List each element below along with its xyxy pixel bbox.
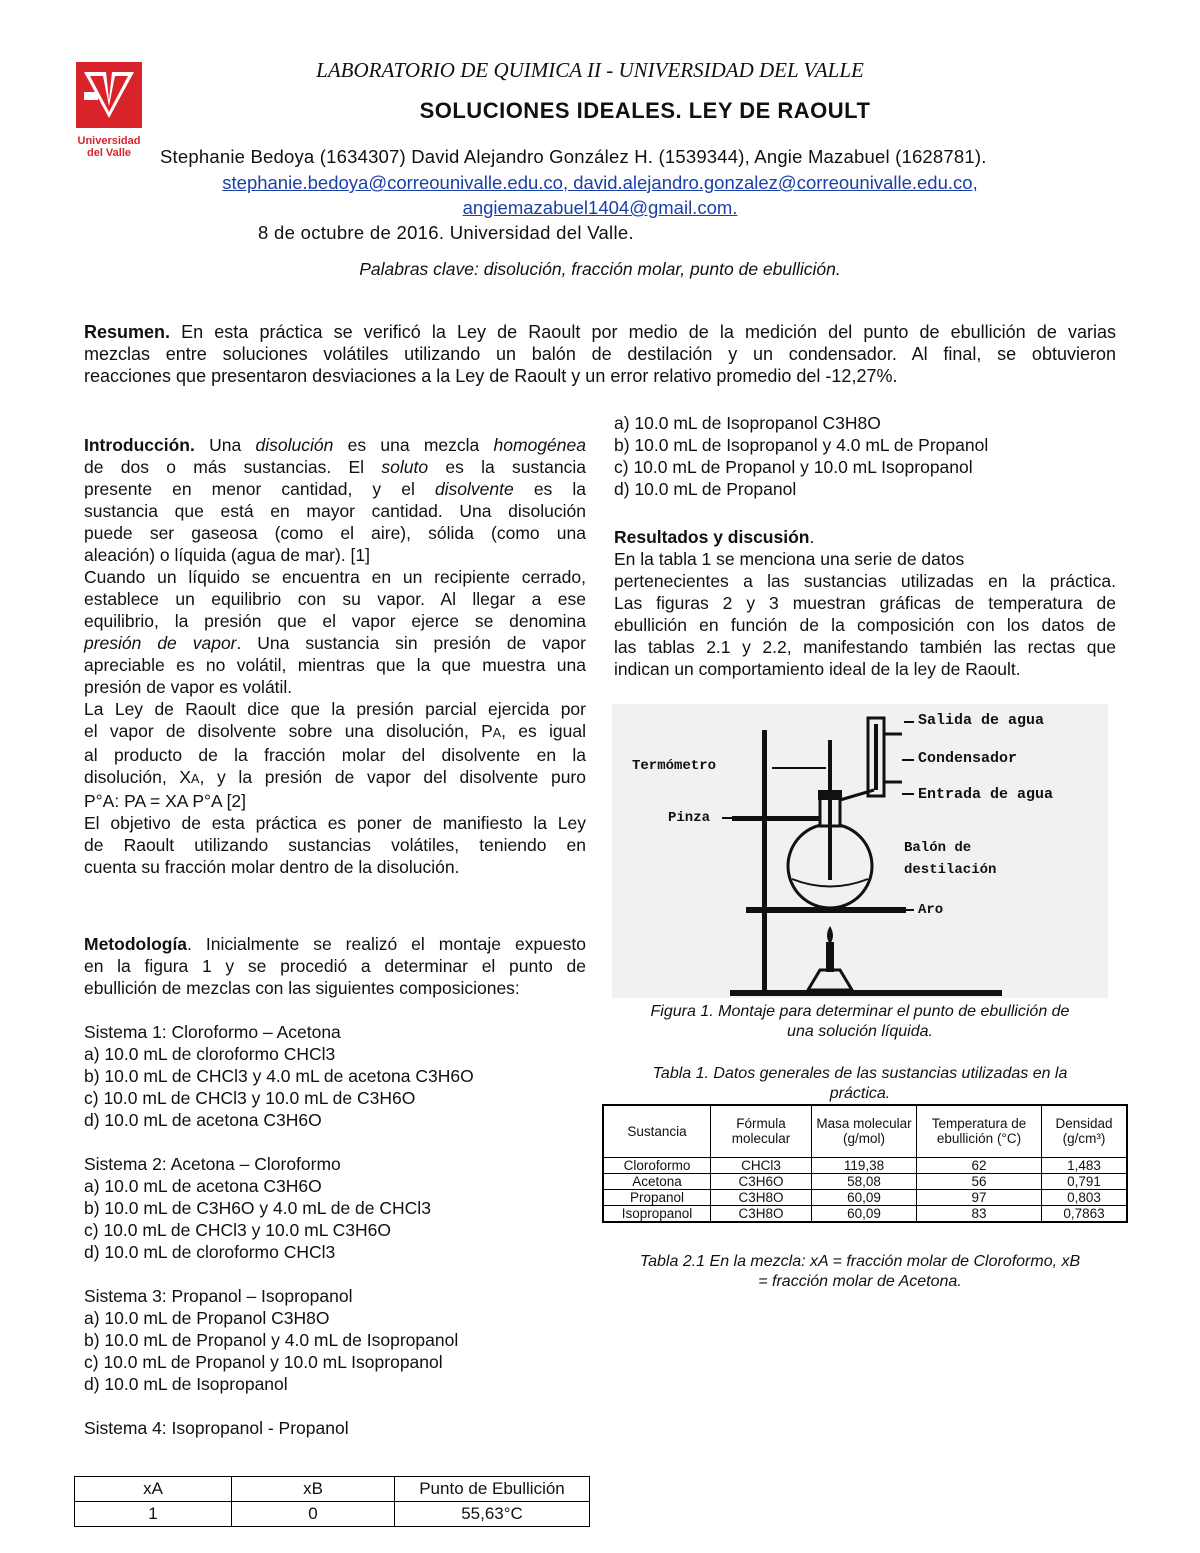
label-salida: Salida de agua [918, 712, 1045, 729]
substances-table [602, 1104, 1128, 1223]
distillation-apparatus-diagram [612, 704, 1108, 998]
system2-title: Sistema 2: Acetona – Cloroformo [84, 1154, 341, 1174]
table-cell: Isopropanol [603, 1205, 711, 1222]
table-cell: CHCl3 [711, 1157, 812, 1173]
table-header: Fórmula molecular [711, 1105, 812, 1157]
table-cell: 56 [917, 1173, 1042, 1189]
email-link-1[interactable]: stephanie.bedoya@correounivalle.edu.co, david.alejandro.gonzalez@correounivalle.edu.co, [222, 172, 978, 193]
system2-a: a) 10.0 mL de acetona C3H6O [84, 1176, 322, 1196]
table-cell: C3H6O [711, 1173, 812, 1189]
abstract-line2: mezclas entre soluciones volátiles utilizando un balón de destilación y un condensador. Al final, se obtuvieron [84, 344, 1116, 364]
lab-title: LABORATORIO DE QUIMICA II - UNIVERSIDAD DEL VALLE [316, 58, 864, 82]
system4-a: a) 10.0 mL de Isopropanol C3H8O [614, 413, 881, 433]
system3-b: b) 10.0 mL de Propanol y 4.0 mL de Isopropanol [84, 1330, 459, 1350]
abstract [84, 321, 1116, 387]
table-cell: 97 [917, 1189, 1042, 1205]
boiling-point-table [74, 1476, 590, 1527]
email-link-2[interactable]: angiemazabuel1404@gmail.com. [462, 197, 738, 218]
label-condensador: Condensador [918, 750, 1018, 767]
table-cell: 1,483 [1042, 1157, 1128, 1173]
figure-1 [612, 704, 1108, 998]
results: Resultados y discusión. En la tabla 1 se menciona una serie de datos pertenecientes a las sustancias utilizadas en la práctica. Las figuras 2 y 3 muestran gráficas de temperatura de ebullición en función de la composición con los datos de las tablas 2.1 y 2.2, manifestando también las rectas que indican un comportamiento ideal de la ley de Raoult. [614, 527, 1116, 679]
table-cell: 60,09 [812, 1205, 917, 1222]
methods-label: Metodología [84, 934, 188, 954]
table-cell: 0 [232, 1502, 395, 1527]
table-header-row [603, 1105, 1127, 1157]
emails-line1 [0, 172, 1200, 194]
table-header-bp: Punto de Ebullición [395, 1477, 590, 1502]
label-balon-2: destilación [904, 862, 997, 878]
system2-d: d) 10.0 mL de cloroformo CHCl3 [84, 1242, 336, 1262]
system4-items [614, 412, 1124, 500]
keywords: Palabras clave: disolución, fracción molar, punto de ebullición. [359, 259, 841, 279]
table-cell: 62 [917, 1157, 1042, 1173]
system1-a: a) 10.0 mL de cloroformo CHCl3 [84, 1044, 336, 1064]
table-row [603, 1205, 1127, 1222]
table-cell: 0,803 [1042, 1189, 1128, 1205]
logo-text-line1: Universidad [77, 135, 141, 147]
label-pinza: Pinza [668, 810, 711, 826]
table-header: Sustancia [603, 1105, 711, 1157]
table-cell: Propanol [603, 1189, 711, 1205]
system4-c: c) 10.0 mL de Propanol y 10.0 mL Isopropanol [614, 457, 973, 477]
results-label: Resultados y discusión [614, 527, 810, 547]
system3-d: d) 10.0 mL de Isopropanol [84, 1374, 288, 1394]
table-cell: C3H8O [711, 1189, 812, 1205]
abstract-label: Resumen. [84, 322, 171, 342]
table-cell: 83 [917, 1205, 1042, 1222]
table-cell: 0,7863 [1042, 1205, 1128, 1222]
system1-title: Sistema 1: Cloroformo – Acetona [84, 1022, 341, 1042]
table-cell: 60,09 [812, 1189, 917, 1205]
table-cell: 0,791 [1042, 1173, 1128, 1189]
table-cell: Acetona [603, 1173, 711, 1189]
label-entrada: Entrada de agua [918, 786, 1054, 803]
intro-label: Introducción. [84, 435, 195, 455]
table-header-row [75, 1477, 590, 1502]
system4-title: Sistema 4: Isopropanol - Propanol [84, 1418, 349, 1438]
table-cell: 119,38 [812, 1157, 917, 1173]
table-2-1-caption: Tabla 2.1 En la mezcla: xA = fracción molar de Cloroformo, xB = fracción molar de Acetona. [639, 1253, 1081, 1290]
table-header: Masa molecular (g/mol) [812, 1105, 917, 1157]
introduction: Introducción. Una disolución es una mezcla homogénea de dos o más sustancias. El soluto es la sustancia presente en menor cantidad, y el disolvente es la sustancia que está en mayor cantidad. Una disolución puede ser gaseosa (como el aire), sólida (como una aleación) o líquida (agua de mar). [1] Cuando un líquido se encuentra en un recipiente cerrado, establece un equilibrio con su vapor. Al llegar a ese equilibrio, la presión que el vapor ejerce se denomina presión de vapor. Una sustancia sin presión de vapor apreciable es no volátil, mientras que la que muestra una presión de vapor es volátil. La Ley de Raoult dice que la presión parcial ejercida por el vapor de disolvente sobre una disolución, PA, es igual al producto de la fracción molar del disolvente en la disolución, XA, y la presión de vapor del disolvente puro P°A: PA = XA P°A [2] El objetivo de esta práctica es poner de manifiesto la Ley de Raoult utilizando sustancias volátiles, teniendo en cuenta su fracción molar dentro de la disolución. [84, 435, 586, 877]
system2-c: c) 10.0 mL de CHCl3 y 10.0 mL C3H6O [84, 1220, 392, 1240]
table-cell: 55,63°C [395, 1502, 590, 1527]
system3-title: Sistema 3: Propanol – Isopropanol [84, 1286, 353, 1306]
table-row [603, 1173, 1127, 1189]
date-line: 8 de octubre de 2016. Universidad del Valle. [258, 222, 634, 243]
abstract-line3: reacciones que presentaron desviaciones a la Ley de Raoult y un error relativo promedio del -12,27%. [84, 366, 898, 386]
table-header-xa: xA [75, 1477, 232, 1502]
emails-line2 [0, 197, 1200, 219]
table-row [603, 1157, 1127, 1173]
figure-1-caption: Figura 1. Montaje para determinar el punto de ebullición de una solución líquida. [650, 1003, 1070, 1040]
label-balon-1: Balón de [904, 840, 972, 856]
system2-b: b) 10.0 mL de C3H6O y 4.0 mL de de CHCl3 [84, 1198, 431, 1218]
abstract-line1: En esta práctica se verificó la Ley de Raoult por medio de la medición del punto de ebullición de varias [181, 322, 1116, 342]
table-header: Densidad (g/cm³) [1042, 1105, 1128, 1157]
authors: Stephanie Bedoya (1634307) David Alejandro González H. (1539344), Angie Mazabuel (1628781). [160, 146, 987, 167]
table-header: Temperatura de ebullición (°C) [917, 1105, 1042, 1157]
table-cell: 58,08 [812, 1173, 917, 1189]
paper-title: SOLUCIONES IDEALES. LEY DE RAOULT [419, 98, 871, 123]
label-termometro: Termómetro [632, 758, 717, 774]
system4-b: b) 10.0 mL de Isopropanol y 4.0 mL de Propanol [614, 435, 989, 455]
label-aro: Aro [918, 902, 944, 918]
table-header-xb: xB [232, 1477, 395, 1502]
system3-c: c) 10.0 mL de Propanol y 10.0 mL Isopropanol [84, 1352, 443, 1372]
system4-d: d) 10.0 mL de Propanol [614, 479, 797, 499]
table-cell: 1 [75, 1502, 232, 1527]
system1-b: b) 10.0 mL de CHCl3 y 4.0 mL de acetona C3H6O [84, 1066, 474, 1086]
table-cell: C3H8O [711, 1205, 812, 1222]
table-1-caption: Tabla 1. Datos generales de las sustancias utilizadas en la práctica. [652, 1065, 1068, 1102]
table-row [75, 1502, 590, 1527]
methodology: Metodología. Inicialmente se realizó el montaje expuesto en la figura 1 y se procedió a determinar el punto de ebullición de mezclas con las siguientes composiciones: Sistema 1: Cloroformo – Acetona a) 10.0 mL de cloroformo CHCl3 b) 10.0 mL de CHCl3 y 4.0 mL de acetona C3H6O c) 10.0 mL de CHCl3 y 10.0 mL de C3H6O d) 10.0 mL de acetona C3H6O Sistema 2: Acetona – Cloroformo a) 10.0 mL de acetona C3H6O b) 10.0 mL de C3H6O y 4.0 mL de de CHCl3 c) 10.0 mL de CHCl3 y 10.0 mL C3H6O d) 10.0 mL de cloroformo CHCl3 Sistema 3: Propanol – Isopropanol a) 10.0 mL de Propanol C3H8O b) 10.0 mL de Propanol y 4.0 mL de Isopropanol c) 10.0 mL de Propanol y 10.0 mL Isopropanol d) 10.0 mL de Isopropanol Sistema 4: Isopropanol - Propanol [84, 934, 586, 1438]
system3-a: a) 10.0 mL de Propanol C3H8O [84, 1308, 330, 1328]
table-row [603, 1189, 1127, 1205]
logo-text-line2: del Valle [86, 147, 132, 159]
system1-d: d) 10.0 mL de acetona C3H6O [84, 1110, 322, 1130]
table-cell: Cloroformo [603, 1157, 711, 1173]
system1-c: c) 10.0 mL de CHCl3 y 10.0 mL de C3H6O [84, 1088, 416, 1108]
